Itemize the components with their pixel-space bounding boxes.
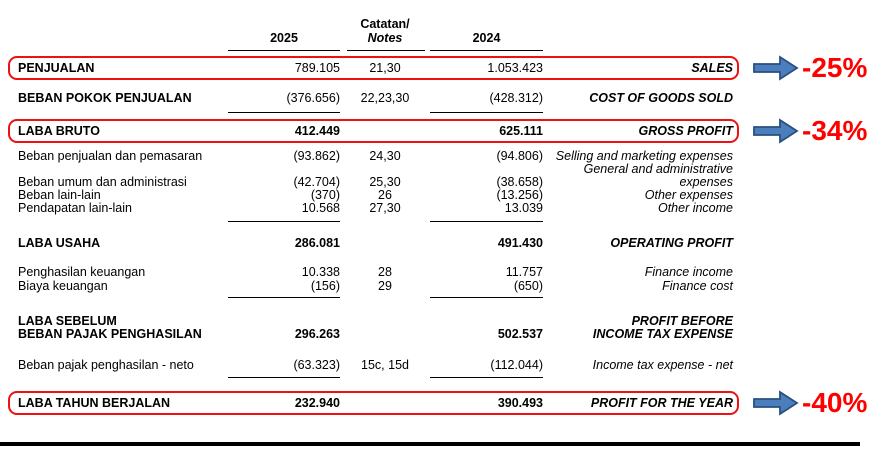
row-cost-of-goods-sold: [0, 91, 893, 105]
value-2024: 13.039: [504, 201, 543, 215]
value-2024: 502.537: [497, 327, 543, 341]
row-label: Penghasilan keuangan: [18, 265, 146, 279]
value-2024: (94.806): [496, 149, 543, 163]
value-2025: (376.656): [286, 91, 340, 105]
row-finance-cost: [0, 279, 893, 293]
value-2025: 296.263: [294, 327, 340, 341]
row-profit-before-tax-line1: [0, 314, 893, 328]
row-label-en: SALES: [691, 61, 733, 75]
subtotal-rule: [228, 377, 340, 378]
note-ref: 26: [378, 188, 392, 202]
change-pct-sales: -25%: [802, 52, 868, 83]
value-2024: (38.658): [496, 175, 543, 189]
row-label-en: Income tax expense - net: [592, 358, 733, 372]
note-ref: 29: [378, 279, 392, 293]
row-income-tax: [0, 358, 893, 372]
row-label: LABA BRUTO: [18, 124, 100, 138]
value-2024: 625.111: [499, 124, 543, 138]
page-bottom-rule: [0, 442, 860, 446]
row-label-en: General and administrative: [583, 162, 733, 176]
row-other-income: [0, 201, 893, 215]
row-label: Beban pajak penghasilan - neto: [18, 358, 194, 372]
value-2024: (650): [513, 279, 543, 293]
row-label-en: Other expenses: [644, 188, 733, 202]
column-header-catatan: Catatan/: [360, 17, 410, 31]
value-2024: (428.312): [489, 91, 543, 105]
row-finance-income: [0, 265, 893, 279]
value-2024: 1.053.423: [487, 61, 543, 75]
note-ref: 15c, 15d: [361, 358, 409, 372]
header-rule-notes: [347, 50, 425, 51]
row-label-en: GROSS PROFIT: [638, 124, 733, 138]
subtotal-rule: [430, 112, 543, 113]
header-rule-2025: [228, 50, 340, 51]
row-label: Beban penjualan dan pemasaran: [18, 149, 203, 163]
value-2024: 491.430: [497, 236, 543, 250]
row-label-en: INCOME TAX EXPENSE: [592, 327, 733, 341]
row-label: Biaya keuangan: [18, 279, 108, 293]
value-2025: 10.338: [301, 265, 340, 279]
value-2025: (63.323): [293, 358, 340, 372]
subtotal-rule: [430, 221, 543, 222]
value-2024: 11.757: [505, 265, 543, 279]
row-label-en: Other income: [657, 201, 733, 215]
value-2024: 390.493: [497, 396, 543, 410]
note-ref: 27,30: [369, 201, 401, 215]
value-2024: (112.044): [490, 358, 543, 372]
subtotal-rule: [228, 297, 340, 298]
column-header-2025: 2025: [270, 31, 298, 45]
row-selling-marketing: [0, 149, 893, 163]
row-label: BEBAN PAJAK PENGHASILAN: [18, 327, 202, 341]
value-2025: 412.449: [294, 124, 340, 138]
row-label-en: OPERATING PROFIT: [610, 236, 733, 250]
value-2025: (93.862): [293, 149, 340, 163]
row-label-en: PROFIT BEFORE: [631, 314, 733, 328]
note-ref: 28: [378, 265, 392, 279]
note-ref: 22,23,30: [360, 91, 410, 105]
subtotal-rule: [228, 112, 340, 113]
row-label: LABA TAHUN BERJALAN: [18, 396, 171, 410]
row-profit-before-tax-line2: [0, 327, 893, 341]
row-label: Beban lain-lain: [18, 188, 101, 202]
subtotal-rule: [430, 297, 543, 298]
note-ref: 24,30: [369, 149, 401, 163]
value-2025: 232.940: [294, 396, 340, 410]
change-arrow-icon: [753, 55, 799, 81]
row-label-en: Finance cost: [662, 279, 733, 293]
change-pct-profit-for-year: -40%: [802, 387, 868, 418]
subtotal-rule: [430, 377, 543, 378]
change-arrow-icon: [753, 118, 799, 144]
value-2024: (13.256): [496, 188, 543, 202]
value-2025: 789.105: [294, 61, 340, 75]
header-rule-2024: [430, 50, 543, 51]
note-ref: 25,30: [369, 175, 401, 189]
value-2025: (156): [310, 279, 340, 293]
row-label-en: Selling and marketing expenses: [555, 149, 733, 163]
row-label: LABA USAHA: [18, 236, 101, 250]
change-arrow-icon: [753, 390, 799, 416]
value-2025: (42.704): [293, 175, 340, 189]
column-header-notes: Notes: [367, 31, 403, 45]
row-general-admin: [0, 175, 893, 189]
value-2025: 10.568: [301, 201, 340, 215]
row-label-en: Finance income: [644, 265, 733, 279]
note-ref: 21,30: [369, 61, 401, 75]
row-label-en: COST OF GOODS SOLD: [589, 91, 733, 105]
row-label: LABA SEBELUM: [18, 314, 117, 328]
value-2025: 286.081: [294, 236, 340, 250]
row-label: BEBAN POKOK PENJUALAN: [18, 91, 192, 105]
row-label: Pendapatan lain-lain: [18, 201, 132, 215]
row-general-admin-continuation: [0, 162, 893, 176]
row-label-en: PROFIT FOR THE YEAR: [590, 396, 733, 410]
row-label: Beban umum dan administrasi: [18, 175, 187, 189]
value-2025: (370): [310, 188, 340, 202]
subtotal-rule: [228, 221, 340, 222]
row-other-expenses: [0, 188, 893, 202]
column-header-2024: 2024: [472, 31, 501, 45]
change-pct-gross-profit: -34%: [802, 115, 868, 146]
row-label: PENJUALAN: [18, 61, 95, 75]
row-label-en: expenses: [679, 175, 733, 189]
row-operating-profit: [0, 236, 893, 250]
